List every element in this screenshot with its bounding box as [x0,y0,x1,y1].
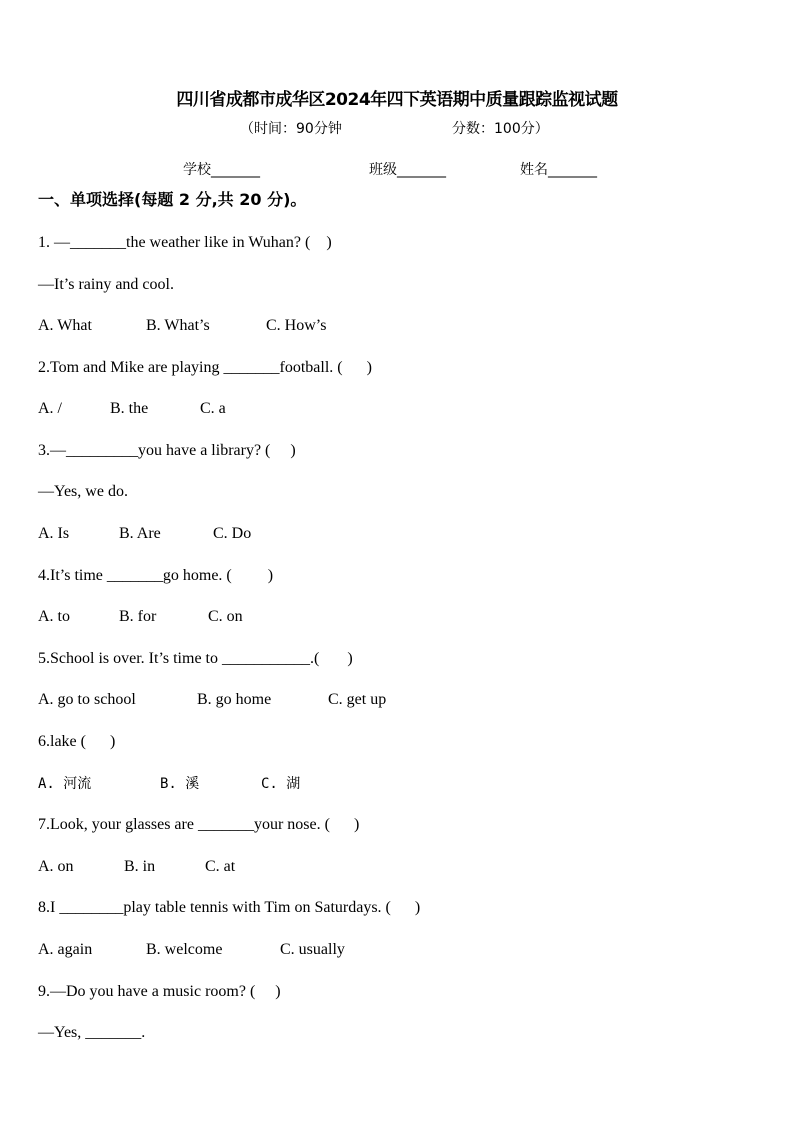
question-1-option-c: C. How’s [266,317,327,334]
question-5-option-c: C. get up [328,691,387,708]
exam-title: 四川省成都市成华区2024年四下英语期中质量跟踪监视试题 [176,90,618,110]
question-7-option-b: B. in [124,858,156,875]
question-7-option-a: A. on [38,858,74,875]
question-2-option-b: B. the [110,400,149,417]
question-1-answer-line: —It’s rainy and cool. [38,276,174,293]
question-8-stem: 8.I ________play table tennis with Tim on Saturdays. ( ) [38,899,421,916]
question-4-stem: 4.It’s time _______go home. ( ) [38,567,274,584]
question-8-option-c: C. usually [280,941,345,958]
class-field: 班级_______ [369,162,446,178]
question-1-option-b: B. What’s [146,317,210,334]
question-8-option-a: A. again [38,941,93,958]
school-field: 学校_______ [183,162,260,178]
exam-time: （时间：90分钟 [240,121,342,137]
question-1-option-a: A. What [38,317,92,334]
question-5-option-a: A. go to school [38,691,136,708]
question-6-option-a: A. 河流 [38,776,92,792]
question-7-stem: 7.Look, your glasses are _______your nose. ( ) [38,816,360,833]
question-3-option-b: B. Are [119,525,161,542]
question-3-option-c: C. Do [213,525,252,542]
question-8-option-b: B. welcome [146,941,223,958]
question-9-stem: 9.—Do you have a music room? ( ) [38,983,281,1000]
question-4-option-c: C. on [208,608,243,625]
question-2-stem: 2.Tom and Mike are playing _______football. ( ) [38,359,372,376]
question-3-answer-line: —Yes, we do. [38,483,128,500]
question-6-stem: 6.lake ( ) [38,733,116,750]
question-2-option-c: C. a [200,400,226,417]
question-6-option-c: C. 湖 [261,776,301,792]
name-field: 姓名_______ [520,162,597,178]
exam-score: 分数：100分） [452,121,549,137]
question-3-option-a: A. Is [38,525,70,542]
question-1-stem: 1. —_______the weather like in Wuhan? ( ) [38,234,332,251]
question-7-option-c: C. at [205,858,236,875]
question-2-option-a: A. / [38,400,62,417]
question-9-answer-line: —Yes, _______. [38,1024,146,1041]
section-heading: 一、单项选择(每题 2 分,共 20 分)。 [38,190,307,209]
question-6-option-b: B. 溪 [160,776,200,792]
question-4-option-a: A. to [38,608,70,625]
question-5-stem: 5.School is over. It’s time to ___________.( ) [38,650,353,667]
question-3-stem: 3.—_________you have a library? ( ) [38,442,296,459]
question-5-option-b: B. go home [197,691,272,708]
question-4-option-b: B. for [119,608,157,625]
